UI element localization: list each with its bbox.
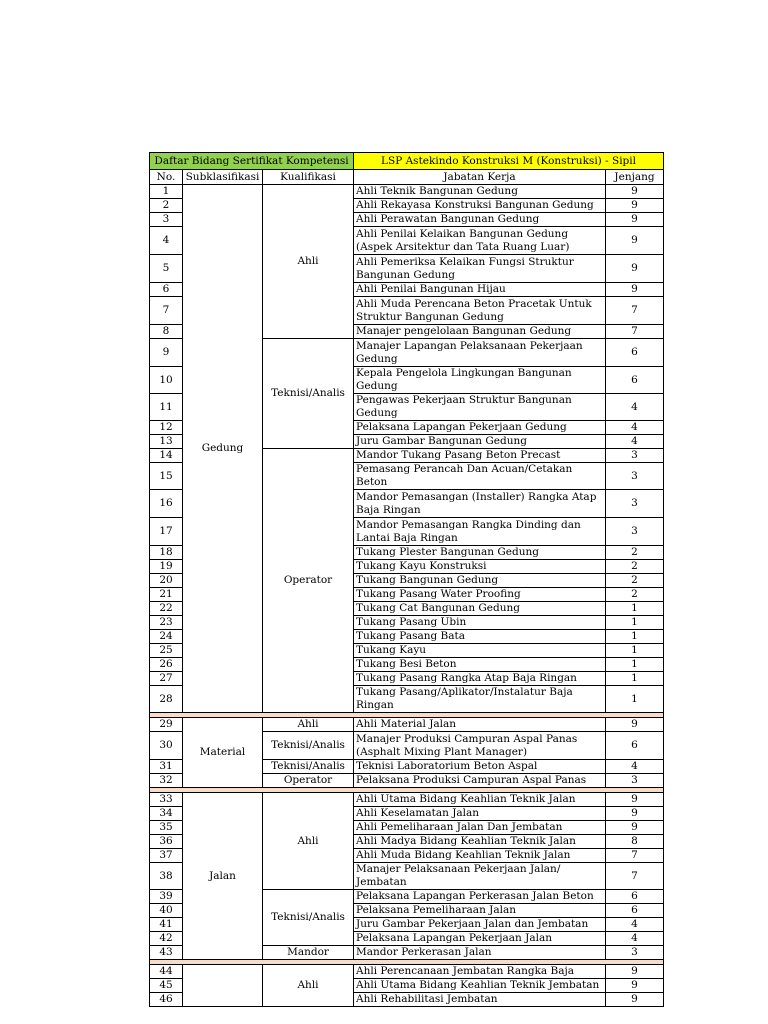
jabatan-kerja-cell: Juru Gambar Bangunan Gedung bbox=[354, 435, 606, 449]
row-number: 16 bbox=[150, 490, 183, 518]
jenjang-cell: 3 bbox=[606, 774, 664, 788]
row-number: 38 bbox=[150, 863, 183, 890]
jenjang-cell: 3 bbox=[606, 449, 664, 463]
jenjang-cell: 4 bbox=[606, 421, 664, 435]
jenjang-cell: 9 bbox=[606, 227, 664, 255]
row-number: 13 bbox=[150, 435, 183, 449]
subklasifikasi-cell: Material bbox=[183, 718, 263, 788]
row-number: 5 bbox=[150, 255, 183, 283]
jabatan-kerja-cell: Manajer Produksi Campuran Aspal Panas (Asphalt Mixing Plant Manager) bbox=[354, 732, 606, 760]
jenjang-cell: 6 bbox=[606, 732, 664, 760]
jabatan-kerja-cell: Juru Gambar Pekerjaan Jalan dan Jembatan bbox=[354, 918, 606, 932]
table-row bbox=[150, 965, 664, 979]
jenjang-cell: 4 bbox=[606, 932, 664, 946]
jabatan-kerja-cell: Mandor Tukang Pasang Beton Precast bbox=[354, 449, 606, 463]
row-number: 41 bbox=[150, 918, 183, 932]
jabatan-kerja-cell: Ahli Rehabilitasi Jembatan bbox=[354, 993, 606, 1007]
subklasifikasi-cell: Gedung bbox=[183, 185, 263, 713]
table-row bbox=[150, 718, 664, 732]
jabatan-kerja-cell: Tukang Pasang Ubin bbox=[354, 616, 606, 630]
jabatan-kerja-cell: Ahli Keselamatan Jalan bbox=[354, 807, 606, 821]
jabatan-kerja-cell: Ahli Utama Bidang Keahlian Teknik Jalan bbox=[354, 793, 606, 807]
jenjang-cell: 3 bbox=[606, 946, 664, 960]
jenjang-cell: 8 bbox=[606, 835, 664, 849]
jabatan-kerja-cell: Tukang Pasang Rangka Atap Baja Ringan bbox=[354, 672, 606, 686]
jenjang-cell: 9 bbox=[606, 965, 664, 979]
jabatan-kerja-cell: Kepala Pengelola Lingkungan Bangunan Gedung bbox=[354, 367, 606, 394]
kualifikasi-cell: Operator bbox=[263, 449, 354, 713]
jenjang-cell: 9 bbox=[606, 793, 664, 807]
jabatan-kerja-cell: Ahli Muda Perencana Beton Pracetak Untuk Struktur Bangunan Gedung bbox=[354, 297, 606, 325]
jabatan-kerja-cell: Ahli Perawatan Bangunan Gedung bbox=[354, 213, 606, 227]
row-number: 43 bbox=[150, 946, 183, 960]
jabatan-kerja-cell: Ahli Pemeriksa Kelaikan Fungsi Struktur Bangunan Gedung bbox=[354, 255, 606, 283]
row-number: 3 bbox=[150, 213, 183, 227]
row-number: 2 bbox=[150, 199, 183, 213]
kualifikasi-cell: Ahli bbox=[263, 793, 354, 890]
jabatan-kerja-cell: Mandor Perkerasan Jalan bbox=[354, 946, 606, 960]
jabatan-kerja-cell: Tukang Pasang Water Proofing bbox=[354, 588, 606, 602]
row-number: 20 bbox=[150, 574, 183, 588]
jabatan-kerja-cell: Pemasang Perancah Dan Acuan/Cetakan Beton bbox=[354, 463, 606, 490]
jenjang-cell: 9 bbox=[606, 979, 664, 993]
row-number: 7 bbox=[150, 297, 183, 325]
row-number: 11 bbox=[150, 394, 183, 421]
jenjang-cell: 7 bbox=[606, 849, 664, 863]
jenjang-cell: 9 bbox=[606, 993, 664, 1007]
row-number: 23 bbox=[150, 616, 183, 630]
subklasifikasi-cell: Jalan bbox=[183, 793, 263, 960]
jabatan-kerja-cell: Ahli Penilai Kelaikan Bangunan Gedung (Aspek Arsitektur dan Tata Ruang Luar) bbox=[354, 227, 606, 255]
subklasifikasi-cell bbox=[183, 965, 263, 1007]
jabatan-kerja-cell: Mandor Pemasangan Rangka Dinding dan Lantai Baja Ringan bbox=[354, 518, 606, 546]
row-number: 22 bbox=[150, 602, 183, 616]
jabatan-kerja-cell: Manajer pengelolaan Bangunan Gedung bbox=[354, 325, 606, 339]
kualifikasi-cell: Ahli bbox=[263, 185, 354, 339]
right-title-cell: LSP Astekindo Konstruksi M (Konstruksi) - Sipil bbox=[354, 153, 664, 170]
jabatan-kerja-cell: Ahli Material Jalan bbox=[354, 718, 606, 732]
jenjang-cell: 9 bbox=[606, 807, 664, 821]
kualifikasi-cell: Teknisi/Analis bbox=[263, 890, 354, 946]
row-number: 28 bbox=[150, 686, 183, 713]
jabatan-kerja-cell: Ahli Teknik Bangunan Gedung bbox=[354, 185, 606, 199]
row-number: 18 bbox=[150, 546, 183, 560]
jenjang-cell: 6 bbox=[606, 339, 664, 367]
jabatan-kerja-cell: Pelaksana Produksi Campuran Aspal Panas bbox=[354, 774, 606, 788]
kualifikasi-cell: Teknisi/Analis bbox=[263, 732, 354, 760]
jenjang-cell: 7 bbox=[606, 325, 664, 339]
jenjang-cell: 2 bbox=[606, 560, 664, 574]
jenjang-cell: 2 bbox=[606, 546, 664, 560]
jenjang-cell: 4 bbox=[606, 435, 664, 449]
jenjang-cell: 3 bbox=[606, 518, 664, 546]
jenjang-cell: 3 bbox=[606, 490, 664, 518]
jenjang-cell: 4 bbox=[606, 918, 664, 932]
jenjang-cell: 4 bbox=[606, 760, 664, 774]
jenjang-cell: 1 bbox=[606, 616, 664, 630]
jabatan-kerja-cell: Tukang Kayu bbox=[354, 644, 606, 658]
jabatan-kerja-cell: Tukang Pasang/Aplikator/Instalatur Baja Ringan bbox=[354, 686, 606, 713]
row-number: 4 bbox=[150, 227, 183, 255]
jenjang-cell: 9 bbox=[606, 821, 664, 835]
jenjang-cell: 9 bbox=[606, 199, 664, 213]
row-number: 1 bbox=[150, 185, 183, 199]
row-number: 8 bbox=[150, 325, 183, 339]
kualifikasi-cell: Teknisi/Analis bbox=[263, 760, 354, 774]
column-header-jenjang: Jenjang bbox=[606, 170, 664, 185]
row-number: 36 bbox=[150, 835, 183, 849]
jenjang-cell: 1 bbox=[606, 658, 664, 672]
column-header-row bbox=[150, 170, 664, 185]
row-number: 44 bbox=[150, 965, 183, 979]
row-number: 33 bbox=[150, 793, 183, 807]
jenjang-cell: 9 bbox=[606, 185, 664, 199]
jenjang-cell: 1 bbox=[606, 672, 664, 686]
row-number: 15 bbox=[150, 463, 183, 490]
jenjang-cell: 6 bbox=[606, 904, 664, 918]
jabatan-kerja-cell: Manajer Lapangan Pelaksanaan Pekerjaan Gedung bbox=[354, 339, 606, 367]
kualifikasi-cell: Mandor bbox=[263, 946, 354, 960]
jenjang-cell: 1 bbox=[606, 602, 664, 616]
jabatan-kerja-cell: Tukang Besi Beton bbox=[354, 658, 606, 672]
column-header-subklasifikasi: Subklasifikasi bbox=[183, 170, 263, 185]
row-number: 9 bbox=[150, 339, 183, 367]
jenjang-cell: 1 bbox=[606, 644, 664, 658]
jabatan-kerja-cell: Ahli Rekayasa Konstruksi Bangunan Gedung bbox=[354, 199, 606, 213]
kualifikasi-cell: Teknisi/Analis bbox=[263, 339, 354, 449]
jenjang-cell: 6 bbox=[606, 367, 664, 394]
jabatan-kerja-cell: Teknisi Laboratorium Beton Aspal bbox=[354, 760, 606, 774]
jabatan-kerja-cell: Tukang Kayu Konstruksi bbox=[354, 560, 606, 574]
jabatan-kerja-cell: Pengawas Pekerjaan Struktur Bangunan Gedung bbox=[354, 394, 606, 421]
column-header-jabatan-kerja: Jabatan Kerja bbox=[354, 170, 606, 185]
jenjang-cell: 9 bbox=[606, 718, 664, 732]
jabatan-kerja-cell: Manajer Pelaksanaan Pekerjaan Jalan/ Jembatan bbox=[354, 863, 606, 890]
jabatan-kerja-cell: Tukang Cat Bangunan Gedung bbox=[354, 602, 606, 616]
competency-table-sheet bbox=[149, 152, 663, 1007]
jabatan-kerja-cell: Tukang Plester Bangunan Gedung bbox=[354, 546, 606, 560]
jabatan-kerja-cell: Pelaksana Lapangan Perkerasan Jalan Beton bbox=[354, 890, 606, 904]
jabatan-kerja-cell: Ahli Perencanaan Jembatan Rangka Baja bbox=[354, 965, 606, 979]
jenjang-cell: 9 bbox=[606, 255, 664, 283]
row-number: 35 bbox=[150, 821, 183, 835]
jenjang-cell: 1 bbox=[606, 686, 664, 713]
kualifikasi-cell: Ahli bbox=[263, 718, 354, 732]
row-number: 45 bbox=[150, 979, 183, 993]
row-number: 29 bbox=[150, 718, 183, 732]
jabatan-kerja-cell: Pelaksana Lapangan Pekerjaan Gedung bbox=[354, 421, 606, 435]
column-header-kualifikasi: Kualifikasi bbox=[263, 170, 354, 185]
row-number: 31 bbox=[150, 760, 183, 774]
left-title-cell: Daftar Bidang Sertifikat Kompetensi bbox=[150, 153, 354, 170]
row-number: 46 bbox=[150, 993, 183, 1007]
jabatan-kerja-cell: Ahli Muda Bidang Keahlian Teknik Jalan bbox=[354, 849, 606, 863]
row-number: 27 bbox=[150, 672, 183, 686]
jabatan-kerja-cell: Pelaksana Lapangan Pekerjaan Jalan bbox=[354, 932, 606, 946]
jenjang-cell: 7 bbox=[606, 863, 664, 890]
jabatan-kerja-cell: Mandor Pemasangan (Installer) Rangka Atap Baja Ringan bbox=[354, 490, 606, 518]
jabatan-kerja-cell: Pelaksana Pemeliharaan Jalan bbox=[354, 904, 606, 918]
row-number: 10 bbox=[150, 367, 183, 394]
row-number: 14 bbox=[150, 449, 183, 463]
row-number: 25 bbox=[150, 644, 183, 658]
jenjang-cell: 7 bbox=[606, 297, 664, 325]
jabatan-kerja-cell: Ahli Utama Bidang Keahlian Teknik Jembatan bbox=[354, 979, 606, 993]
row-number: 12 bbox=[150, 421, 183, 435]
jabatan-kerja-cell: Tukang Pasang Bata bbox=[354, 630, 606, 644]
jenjang-cell: 9 bbox=[606, 283, 664, 297]
jenjang-cell: 3 bbox=[606, 463, 664, 490]
row-number: 19 bbox=[150, 560, 183, 574]
row-number: 21 bbox=[150, 588, 183, 602]
row-number: 26 bbox=[150, 658, 183, 672]
jabatan-kerja-cell: Ahli Pemeliharaan Jalan Dan Jembatan bbox=[354, 821, 606, 835]
table-row bbox=[150, 793, 664, 807]
jenjang-cell: 6 bbox=[606, 890, 664, 904]
kualifikasi-cell: Operator bbox=[263, 774, 354, 788]
row-number: 30 bbox=[150, 732, 183, 760]
row-number: 42 bbox=[150, 932, 183, 946]
row-number: 39 bbox=[150, 890, 183, 904]
row-number: 40 bbox=[150, 904, 183, 918]
row-number: 37 bbox=[150, 849, 183, 863]
jabatan-kerja-cell: Tukang Bangunan Gedung bbox=[354, 574, 606, 588]
jenjang-cell: 9 bbox=[606, 213, 664, 227]
title-row bbox=[150, 153, 664, 170]
row-number: 6 bbox=[150, 283, 183, 297]
row-number: 17 bbox=[150, 518, 183, 546]
competency-table bbox=[149, 152, 664, 1007]
jabatan-kerja-cell: Ahli Madya Bidang Keahlian Teknik Jalan bbox=[354, 835, 606, 849]
row-number: 34 bbox=[150, 807, 183, 821]
row-number: 24 bbox=[150, 630, 183, 644]
jenjang-cell: 2 bbox=[606, 574, 664, 588]
jenjang-cell: 1 bbox=[606, 630, 664, 644]
kualifikasi-cell: Ahli bbox=[263, 965, 354, 1007]
table-row bbox=[150, 185, 664, 199]
jenjang-cell: 4 bbox=[606, 394, 664, 421]
row-number: 32 bbox=[150, 774, 183, 788]
column-header-no: No. bbox=[150, 170, 183, 185]
jabatan-kerja-cell: Ahli Penilai Bangunan Hijau bbox=[354, 283, 606, 297]
jenjang-cell: 2 bbox=[606, 588, 664, 602]
